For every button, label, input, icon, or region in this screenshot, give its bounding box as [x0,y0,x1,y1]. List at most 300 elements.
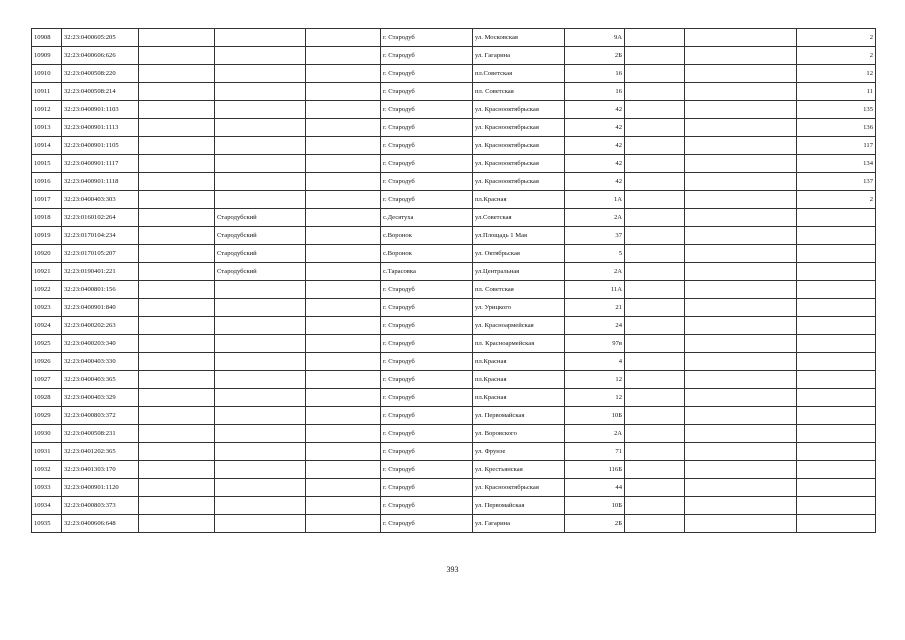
cadastral-number-cell: 32:23:0400901:840 [62,299,139,317]
empty-cell [685,497,797,515]
house-number-cell: 1А [565,191,625,209]
empty-cell [306,479,381,497]
empty-cell [625,227,685,245]
empty-cell [685,209,797,227]
record-number-cell: 10914 [32,137,62,155]
cadastral-number-cell: 32:23:0400508:231 [62,425,139,443]
district-cell [215,101,306,119]
empty-cell [625,461,685,479]
locality-cell: с.Воронок [381,245,473,263]
empty-cell [139,335,215,353]
empty-cell [306,371,381,389]
house-number-cell: 11А [565,281,625,299]
empty-cell [625,155,685,173]
locality-cell: г. Стародуб [381,317,473,335]
record-number-cell: 10932 [32,461,62,479]
locality-cell: г. Стародуб [381,155,473,173]
table-body [32,29,876,533]
street-cell: ул.Советская [473,209,565,227]
cadastral-number-cell: 32:23:0400901:1103 [62,101,139,119]
empty-cell [139,407,215,425]
locality-cell: г. Стародуб [381,443,473,461]
apartment-number-cell [797,407,876,425]
locality-cell: с.Тарасовка [381,263,473,281]
cadastral-number-cell: 32:23:0400203:340 [62,335,139,353]
record-number-cell: 10924 [32,317,62,335]
empty-cell [139,461,215,479]
empty-cell [306,191,381,209]
district-cell [215,389,306,407]
street-cell: ул. Гагарина [473,515,565,533]
apartment-number-cell [797,263,876,281]
empty-cell [306,173,381,191]
street-cell: ул. Красноармейская [473,317,565,335]
empty-cell [306,227,381,245]
empty-cell [625,101,685,119]
table-row [32,479,876,497]
empty-cell [139,173,215,191]
street-cell: ул. Первомайская [473,497,565,515]
empty-cell [625,479,685,497]
district-cell [215,515,306,533]
table-row [32,29,876,47]
empty-cell [306,317,381,335]
empty-cell [685,227,797,245]
street-cell: ул. Московская [473,29,565,47]
locality-cell: г. Стародуб [381,425,473,443]
house-number-cell: 9А [565,29,625,47]
record-number-cell: 10918 [32,209,62,227]
locality-cell: г. Стародуб [381,173,473,191]
empty-cell [625,281,685,299]
table-row [32,83,876,101]
empty-cell [625,263,685,281]
empty-cell [139,137,215,155]
empty-cell [306,101,381,119]
empty-cell [306,137,381,155]
street-cell: пл. Советская [473,83,565,101]
cadastral-number-cell: 32:23:0400901:1113 [62,119,139,137]
record-number-cell: 10926 [32,353,62,371]
record-number-cell: 10931 [32,443,62,461]
street-cell: пл. Советская [473,281,565,299]
district-cell [215,497,306,515]
house-number-cell: 37 [565,227,625,245]
house-number-cell: 21 [565,299,625,317]
house-number-cell: 2Б [565,515,625,533]
empty-cell [685,263,797,281]
empty-cell [685,335,797,353]
empty-cell [306,47,381,65]
empty-cell [685,353,797,371]
empty-cell [306,389,381,407]
house-number-cell: 5 [565,245,625,263]
record-number-cell: 10934 [32,497,62,515]
apartment-number-cell: 135 [797,101,876,119]
apartment-number-cell [797,281,876,299]
cadastral-number-cell: 32:23:0400606:648 [62,515,139,533]
empty-cell [139,353,215,371]
house-number-cell: 12 [565,371,625,389]
street-cell: ул. Воровского [473,425,565,443]
empty-cell [139,65,215,83]
apartment-number-cell: 2 [797,191,876,209]
apartment-number-cell: 136 [797,119,876,137]
empty-cell [139,227,215,245]
empty-cell [625,317,685,335]
street-cell: ул. Краснооктябрьская [473,137,565,155]
locality-cell: г. Стародуб [381,299,473,317]
empty-cell [306,353,381,371]
apartment-number-cell: 11 [797,83,876,101]
district-cell [215,155,306,173]
cadastral-number-cell: 32:23:0400901:1118 [62,173,139,191]
cadastral-number-cell: 32:23:0400403:329 [62,389,139,407]
empty-cell [139,29,215,47]
empty-cell [625,83,685,101]
house-number-cell: 44 [565,479,625,497]
empty-cell [685,425,797,443]
empty-cell [685,371,797,389]
cadastral-number-cell: 32:23:0400508:214 [62,83,139,101]
empty-cell [625,371,685,389]
empty-cell [139,281,215,299]
house-number-cell: 42 [565,137,625,155]
record-number-cell: 10921 [32,263,62,281]
empty-cell [625,245,685,263]
table-row [32,371,876,389]
street-cell: ул. Краснооктябрьская [473,479,565,497]
table-row [32,425,876,443]
district-cell [215,65,306,83]
apartment-number-cell: 117 [797,137,876,155]
empty-cell [139,245,215,263]
street-cell: пл.Красная [473,371,565,389]
cadastral-number-cell: 32:23:0400901:1120 [62,479,139,497]
record-number-cell: 10933 [32,479,62,497]
empty-cell [306,461,381,479]
house-number-cell: 16 [565,83,625,101]
table-row [32,119,876,137]
empty-cell [685,173,797,191]
record-number-cell: 10930 [32,425,62,443]
cadastral-number-cell: 32:23:0400901:1117 [62,155,139,173]
street-cell: ул. Первомайская [473,407,565,425]
street-cell: ул. Гагарина [473,47,565,65]
empty-cell [625,425,685,443]
cadastral-number-cell: 32:23:0400508:220 [62,65,139,83]
apartment-number-cell [797,425,876,443]
record-number-cell: 10912 [32,101,62,119]
empty-cell [306,29,381,47]
empty-cell [139,83,215,101]
empty-cell [306,299,381,317]
empty-cell [685,281,797,299]
empty-cell [685,29,797,47]
cadastral-number-cell: 32:23:0401303:170 [62,461,139,479]
record-number-cell: 10911 [32,83,62,101]
house-number-cell: 116Б [565,461,625,479]
empty-cell [685,389,797,407]
street-cell: пл.Красная [473,353,565,371]
empty-cell [139,299,215,317]
empty-cell [685,119,797,137]
district-cell [215,425,306,443]
cadastral-number-cell: 32:23:0400901:1105 [62,137,139,155]
empty-cell [306,281,381,299]
district-cell: Стародубский [215,245,306,263]
empty-cell [625,497,685,515]
locality-cell: г. Стародуб [381,65,473,83]
street-cell: ул. Краснооктябрьская [473,155,565,173]
table-row [32,443,876,461]
empty-cell [685,47,797,65]
apartment-number-cell [797,461,876,479]
district-cell: Стародубский [215,209,306,227]
street-cell: пл.Красная [473,389,565,407]
apartment-number-cell [797,209,876,227]
page-number: 393 [446,565,459,574]
empty-cell [625,443,685,461]
table-row [32,155,876,173]
record-number-cell: 10915 [32,155,62,173]
house-number-cell: 71 [565,443,625,461]
house-number-cell: 10Б [565,407,625,425]
locality-cell: г. Стародуб [381,407,473,425]
district-cell [215,29,306,47]
record-number-cell: 10923 [32,299,62,317]
empty-cell [625,515,685,533]
house-number-cell: 42 [565,101,625,119]
empty-cell [139,479,215,497]
table-row [32,191,876,209]
empty-cell [685,65,797,83]
empty-cell [625,173,685,191]
empty-cell [685,191,797,209]
empty-cell [306,119,381,137]
cadastral-number-cell: 32:23:0401202:365 [62,443,139,461]
record-number-cell: 10919 [32,227,62,245]
locality-cell: с.Воронок [381,227,473,245]
apartment-number-cell [797,443,876,461]
locality-cell: г. Стародуб [381,389,473,407]
district-cell [215,281,306,299]
cadastral-number-cell: 32:23:0170105:207 [62,245,139,263]
apartment-number-cell: 2 [797,29,876,47]
apartment-number-cell [797,497,876,515]
locality-cell: г. Стародуб [381,47,473,65]
empty-cell [625,209,685,227]
empty-cell [306,83,381,101]
record-number-cell: 10920 [32,245,62,263]
house-number-cell: 12 [565,389,625,407]
cadastral-number-cell: 32:23:0160102:264 [62,209,139,227]
empty-cell [139,263,215,281]
record-number-cell: 10922 [32,281,62,299]
house-number-cell: 2Б [565,47,625,65]
apartment-number-cell [797,317,876,335]
empty-cell [139,101,215,119]
table-row [32,389,876,407]
house-number-cell: 10Б [565,497,625,515]
street-cell: ул. Краснооктябрьская [473,101,565,119]
empty-cell [685,443,797,461]
street-cell: пл.Советская [473,65,565,83]
record-number-cell: 10928 [32,389,62,407]
empty-cell [625,299,685,317]
district-cell [215,173,306,191]
locality-cell: г. Стародуб [381,101,473,119]
house-number-cell: 24 [565,317,625,335]
house-number-cell: 2А [565,209,625,227]
house-number-cell: 42 [565,155,625,173]
empty-cell [625,29,685,47]
cadastral-number-cell: 32:23:0400202:263 [62,317,139,335]
locality-cell: г. Стародуб [381,461,473,479]
locality-cell: г. Стародуб [381,497,473,515]
table-row [32,245,876,263]
street-cell: ул. Краснооктябрьская [473,173,565,191]
house-number-cell: 97в [565,335,625,353]
district-cell [215,119,306,137]
empty-cell [625,407,685,425]
empty-cell [139,389,215,407]
locality-cell: г. Стародуб [381,335,473,353]
apartment-number-cell [797,389,876,407]
cadastral-number-cell: 32:23:0400403:330 [62,353,139,371]
table-row [32,353,876,371]
locality-cell: г. Стародуб [381,137,473,155]
empty-cell [685,461,797,479]
empty-cell [625,353,685,371]
table-row [32,227,876,245]
district-cell: Стародубский [215,227,306,245]
record-number-cell: 10916 [32,173,62,191]
house-number-cell: 42 [565,119,625,137]
empty-cell [306,407,381,425]
table-row [32,47,876,65]
locality-cell: г. Стародуб [381,281,473,299]
empty-cell [685,299,797,317]
district-cell [215,299,306,317]
apartment-number-cell: 12 [797,65,876,83]
empty-cell [685,245,797,263]
empty-cell [306,425,381,443]
locality-cell: г. Стародуб [381,191,473,209]
record-number-cell: 10913 [32,119,62,137]
house-number-cell: 2А [565,425,625,443]
cadastral-number-cell: 32:23:0400803:373 [62,497,139,515]
empty-cell [685,317,797,335]
empty-cell [306,155,381,173]
registry-table [31,28,876,533]
apartment-number-cell [797,371,876,389]
table-row [32,335,876,353]
empty-cell [306,515,381,533]
locality-cell: г. Стародуб [381,29,473,47]
street-cell: ул. Краснооктябрьская [473,119,565,137]
empty-cell [685,155,797,173]
empty-cell [625,65,685,83]
table-row [32,497,876,515]
street-cell: ул.Площадь 1 Мая [473,227,565,245]
street-cell: ул. Урицкого [473,299,565,317]
district-cell [215,191,306,209]
cadastral-number-cell: 32:23:0190401:221 [62,263,139,281]
table-row [32,407,876,425]
empty-cell [685,407,797,425]
record-number-cell: 10925 [32,335,62,353]
empty-cell [139,443,215,461]
cadastral-number-cell: 32:23:0400803:372 [62,407,139,425]
apartment-number-cell [797,353,876,371]
apartment-number-cell [797,479,876,497]
table-row [32,515,876,533]
apartment-number-cell [797,245,876,263]
empty-cell [139,425,215,443]
street-cell: ул. Крестьянская [473,461,565,479]
empty-cell [139,209,215,227]
locality-cell: г. Стародуб [381,353,473,371]
district-cell [215,317,306,335]
empty-cell [306,245,381,263]
district-cell [215,137,306,155]
cadastral-number-cell: 32:23:0400403:365 [62,371,139,389]
record-number-cell: 10935 [32,515,62,533]
empty-cell [306,335,381,353]
district-cell [215,47,306,65]
table-row [32,137,876,155]
locality-cell: с.Десятуха [381,209,473,227]
empty-cell [625,47,685,65]
table-row [32,281,876,299]
empty-cell [625,191,685,209]
cadastral-number-cell: 32:23:0400605:205 [62,29,139,47]
street-cell: ул. Октябрьская [473,245,565,263]
table-row [32,299,876,317]
table-row [32,263,876,281]
record-number-cell: 10910 [32,65,62,83]
record-number-cell: 10927 [32,371,62,389]
cadastral-number-cell: 32:23:0400403:303 [62,191,139,209]
empty-cell [685,101,797,119]
locality-cell: г. Стародуб [381,371,473,389]
empty-cell [139,317,215,335]
record-number-cell: 10908 [32,29,62,47]
table-row [32,317,876,335]
empty-cell [685,83,797,101]
empty-cell [685,515,797,533]
empty-cell [306,263,381,281]
table-row [32,461,876,479]
apartment-number-cell: 134 [797,155,876,173]
record-number-cell: 10917 [32,191,62,209]
empty-cell [139,47,215,65]
empty-cell [139,155,215,173]
empty-cell [625,389,685,407]
house-number-cell: 16 [565,65,625,83]
cadastral-number-cell: 32:23:0400606:626 [62,47,139,65]
street-cell: ул. Фрунзе [473,443,565,461]
empty-cell [625,335,685,353]
locality-cell: г. Стародуб [381,515,473,533]
apartment-number-cell [797,299,876,317]
record-number-cell: 10929 [32,407,62,425]
district-cell: Стародубский [215,263,306,281]
cadastral-number-cell: 32:23:0170104:234 [62,227,139,245]
empty-cell [625,137,685,155]
street-cell: ул.Центральная [473,263,565,281]
